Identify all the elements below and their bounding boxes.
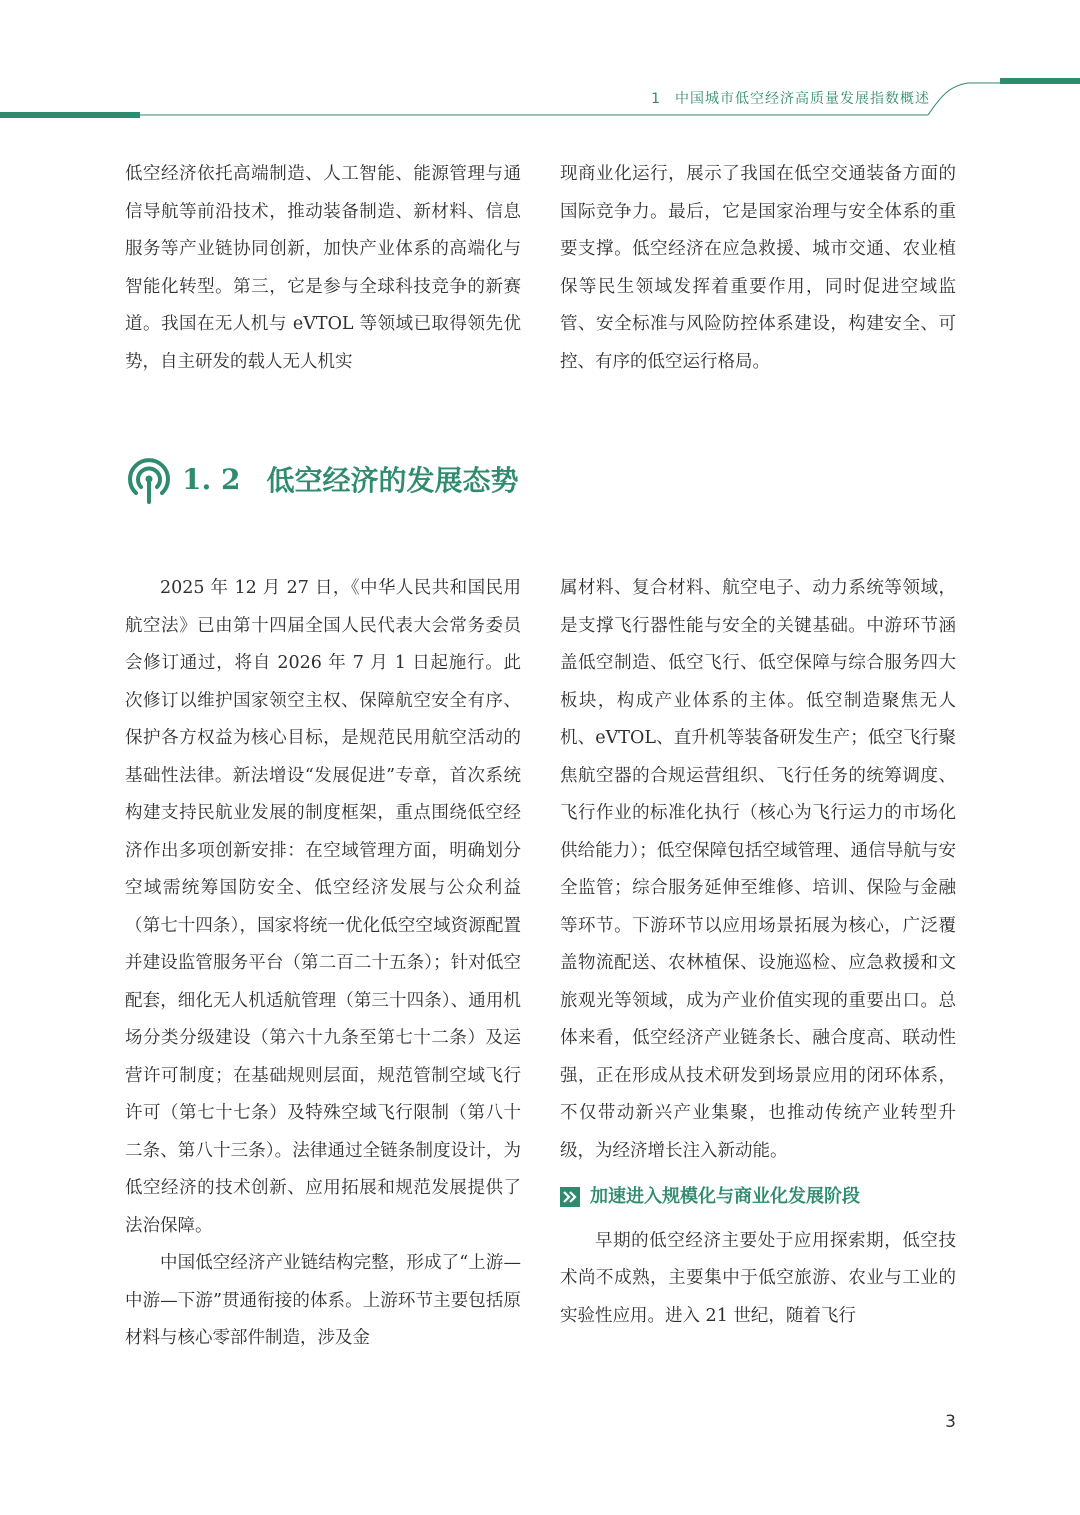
header-curve (928, 83, 1080, 115)
header-right-green-bar (1000, 78, 1080, 84)
subheading (560, 1178, 956, 1216)
top-left-column (125, 156, 521, 381)
top-right-paragraph: 现商业化运行，展示了我国在低空交通装备方面的国际竞争力。最后，它是国家治理与安全体系的重要支撑。低空经济在应急救援、城市交通、农业植保等民生领域发挥着重要作用，同时促进空域监管、安全标准与风险防控体系建设，构建安全、可控、有序的低空运行格局。 (560, 164, 956, 372)
section-title: 低空经济的发展态势 (266, 464, 519, 497)
body-left-paragraph-2: 中国低空经济产业链结构完整，形成了“上游—中游—下游”贯通衔接的体系。上游环节主要包括原材料与核心零部件制造，涉及金 (125, 1253, 521, 1348)
body-right-paragraph-1: 属材料、复合材料、航空电子、动力系统等领域，是支撑飞行器性能与安全的关键基础。中游环节涵盖低空制造、低空飞行、低空保障与综合服务四大板块，构成产业体系的主体。低空制造聚焦无人机、eVTOL、直升机等装备研发生产；低空飞行聚焦航空器的合规运营组织、飞行任务的统筹调度、飞行作业的标准化执行（核心为飞行运力的市场化供给能力）；低空保障包括空域管理、通信导航与安全监管；综合服务延伸至维修、培训、保险与金融等环节。下游环节以应用场景拓展为核心，广泛覆盖物流配送、农林植保、设施巡检、应急救援和文旅观光等领域，成为产业价值实现的重要出口。总体来看，低空经济产业链条长、融合度高、联动性强，正在形成从技术研发到场景应用的闭环体系，不仅带动新兴产业集聚，也推动传统产业转型升级，为经济增长注入新动能。 (560, 578, 956, 1161)
location-pin-signal-icon (124, 453, 174, 505)
header-left-green-bar (0, 112, 140, 118)
body-right-column (560, 570, 956, 1335)
top-left-paragraph: 低空经济依托高端制造、人工智能、能源管理与通信导航等前沿技术，推动装备制造、新材料、信息服务等产业链协同创新，加快产业体系的高端化与智能化转型。第三，它是参与全球科技竞争的新赛道。我国在无人机与 eVTOL 等领域已取得领先优势，自主研发的载人无人机实 (125, 164, 521, 372)
body-left-column (125, 570, 521, 1358)
header-decoration (0, 0, 1080, 130)
double-chevron-right-icon (560, 1187, 580, 1207)
section-number: 1. 2 (182, 462, 241, 496)
subheading-text: 加速进入规模化与商业化发展阶段 (590, 1186, 860, 1207)
body-right-paragraph-2: 早期的低空经济主要处于应用探索期，低空技术尚不成熟，主要集中于低空旅游、农业与工业的实验性应用。进入 21 世纪，随着飞行 (560, 1230, 956, 1326)
top-right-column (560, 156, 956, 381)
section-heading (124, 452, 518, 506)
chapter-number: 1 (651, 91, 661, 107)
running-header (651, 88, 930, 108)
page-number: 3 (945, 1412, 956, 1432)
body-left-paragraph-1: 2025 年 12 月 27 日，《中华人民共和国民用航空法》已由第十四届全国人民代表大会常务委员会修订通过，将自 2026 年 7 月 1 日起施行。此次修订以维护国家领空主权、保障航空安全有序、保护各方权益为核心目标，是规范民用航空活动的基础性法律。新法增设“发展促进”专章，首次系统构建支持民航业发展的制度框架，重点围绕低空经济作出多项创新安排：在空域管理方面，明确划分空域需统筹国防安全、低空经济发展与公众利益（第七十四条），国家将统一优化低空空域资源配置并建设监管服务平台（第二百二十五条）；针对低空配套，细化无人机适航管理（第三十四条）、通用机场分类分级建设（第六十九条至第七十二条）及运营许可制度；在基础规则层面，规范管制空域飞行许可（第七十七条）及特殊空域飞行限制（第八十二条、第八十三条）。法律通过全链条制度设计，为低空经济的技术创新、应用拓展和规范发展提供了法治保障。 (125, 578, 521, 1236)
chapter-title: 中国城市低空经济高质量发展指数概述 (675, 91, 930, 107)
